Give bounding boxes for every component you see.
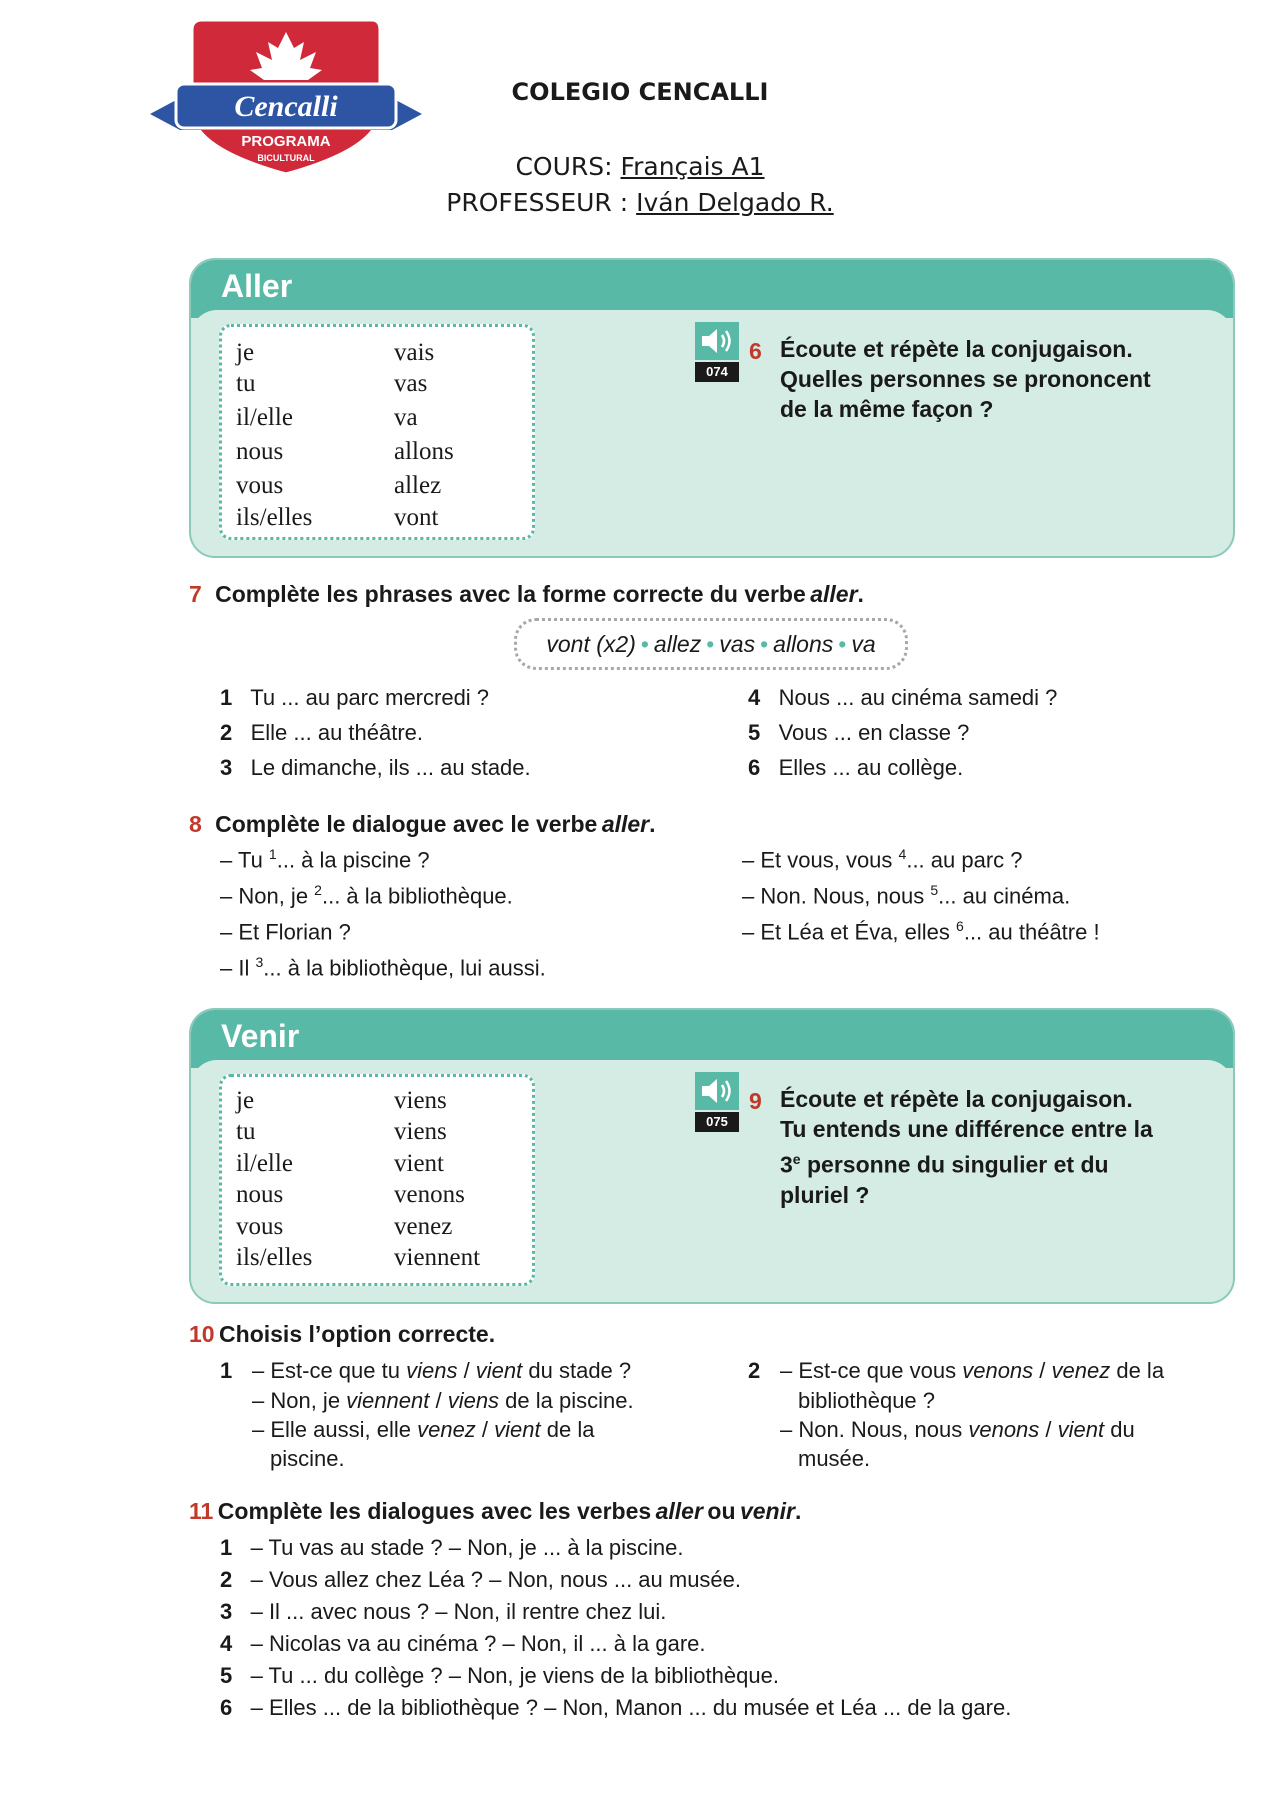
instruction-line: 3e personne du singulier et du bbox=[780, 1151, 1109, 1178]
venir-form: viens bbox=[394, 1087, 447, 1114]
word-bank-item: va bbox=[851, 631, 876, 657]
exercise-verb: aller bbox=[810, 581, 858, 607]
exercise-8-heading: 8 Complète le dialogue avec le verbe aller. bbox=[189, 811, 656, 837]
exercise-verb: aller bbox=[655, 1498, 703, 1524]
exercise-number: 6 bbox=[749, 338, 762, 364]
aller-pronoun: nous bbox=[236, 438, 284, 465]
speaker-icon[interactable] bbox=[695, 322, 739, 360]
exercise-number: 9 bbox=[749, 1088, 762, 1114]
aller-title: Aller bbox=[221, 268, 293, 304]
list-item: 6 Elles ... au collège. bbox=[748, 755, 964, 780]
professor-line bbox=[350, 188, 930, 217]
exercise-verb: venir bbox=[739, 1498, 795, 1524]
dialogue-line: – Et Florian ? bbox=[220, 919, 351, 945]
venir-form: venez bbox=[394, 1213, 453, 1240]
aller-form: vont bbox=[394, 504, 439, 531]
instruction-line: Tu entends une différence entre la bbox=[780, 1116, 1153, 1142]
audio-track-number: 074 bbox=[695, 362, 739, 382]
dialogue-line: – Et Léa et Éva, elles $^6$... au théâtre ! bbox=[742, 918, 1100, 945]
list-item: 5 – Tu ... du collège ? – Non, je viens de la bibliothèque. bbox=[220, 1663, 779, 1688]
choice-line: – Non. Nous, nous venons / vient du bbox=[780, 1417, 1135, 1442]
school-name: COLEGIO CENCALLI bbox=[511, 78, 769, 106]
instruction-line: de la même façon ? bbox=[780, 396, 994, 422]
aller-form: vas bbox=[394, 370, 428, 397]
exercise-number: 11 bbox=[189, 1498, 214, 1524]
dialogue-line: – Tu $^1$... à la piscine ? bbox=[220, 846, 430, 873]
word-bank-item: allez bbox=[653, 631, 702, 657]
exercise-6-instruction bbox=[780, 334, 1151, 424]
aller-conjugation-box bbox=[219, 324, 535, 540]
exercise-number: 8 bbox=[189, 811, 202, 837]
choice-line: – Elle aussi, elle venez / vient de la bbox=[252, 1417, 595, 1442]
choice-line-cont: musée. bbox=[798, 1446, 871, 1471]
professor-value: Iván Delgado R. bbox=[636, 188, 834, 217]
course-label: COURS: bbox=[515, 152, 613, 181]
instruction-line: Écoute et répète la conjugaison. bbox=[780, 336, 1133, 362]
word-bank-item: vont (x2) bbox=[546, 631, 636, 657]
logo-subtitle-2: BICULTURAL bbox=[257, 153, 315, 163]
dialogue-line: – Et vous, vous $^4$... au parc ? bbox=[742, 846, 1023, 873]
instruction-line: pluriel ? bbox=[780, 1181, 870, 1208]
choice-line-cont: bibliothèque ? bbox=[798, 1388, 936, 1413]
venir-pronoun: ils/elles bbox=[236, 1244, 313, 1271]
venir-title: Venir bbox=[221, 1018, 300, 1054]
venir-form: viens bbox=[394, 1118, 447, 1145]
venir-pronoun: nous bbox=[236, 1181, 284, 1208]
exercise-instruction: Complète les phrases avec la forme correcte du verbe bbox=[215, 581, 806, 607]
exercise-instruction: Choisis l’option correcte. bbox=[219, 1321, 496, 1347]
list-item: 1 Tu ... au parc mercredi ? bbox=[220, 685, 490, 710]
list-item: 4 Nous ... au cinéma samedi ? bbox=[748, 685, 1058, 710]
aller-pronoun: ils/elles bbox=[236, 504, 313, 531]
list-item: 3 Le dimanche, ils ... au stade. bbox=[220, 755, 531, 780]
exercise-instruction: Complète les dialogues avec les verbes bbox=[217, 1498, 652, 1524]
aller-pronoun: vous bbox=[236, 472, 284, 499]
aller-panel bbox=[189, 258, 1235, 558]
speaker-icon[interactable] bbox=[695, 1072, 739, 1110]
professor-label: PROFESSEUR : bbox=[446, 188, 629, 217]
aller-form: allez bbox=[394, 472, 442, 499]
aller-form: vais bbox=[394, 339, 435, 366]
dialogue-line: – Il $^3$... à la bibliothèque, lui aussi. bbox=[220, 954, 546, 981]
venir-form: venons bbox=[394, 1181, 465, 1208]
course-value: Français A1 bbox=[620, 152, 765, 181]
list-item-number: 1 bbox=[220, 1358, 233, 1383]
choice-line: – Est-ce que vous venons / venez de la bbox=[780, 1358, 1165, 1383]
venir-pronoun: vous bbox=[236, 1213, 284, 1240]
exercise-number: 7 bbox=[189, 581, 202, 607]
venir-pronoun: il/elle bbox=[236, 1150, 293, 1177]
aller-pronoun: je bbox=[236, 339, 255, 366]
choice-line-cont: piscine. bbox=[270, 1446, 345, 1471]
dialogue-line: – Non. Nous, nous $^5$... au cinéma. bbox=[742, 882, 1071, 909]
exercise-7-heading: 7 Complète les phrases avec la forme correcte du verbe aller. bbox=[189, 581, 864, 607]
list-item: 5 Vous ... en classe ? bbox=[748, 720, 970, 745]
venir-pronoun: tu bbox=[236, 1118, 256, 1145]
dialogue-line: – Non, je $^2$... à la bibliothèque. bbox=[220, 882, 513, 909]
logo-name: Cencalli bbox=[234, 90, 338, 123]
venir-panel bbox=[189, 1008, 1235, 1304]
exercise-11-heading: 11 Complète les dialogues avec les verbes aller ou venir. bbox=[189, 1498, 802, 1524]
course-line bbox=[350, 152, 930, 181]
venir-form: viennent bbox=[394, 1244, 481, 1271]
choice-line: – Est-ce que tu viens / vient du stade ? bbox=[252, 1358, 632, 1383]
instruction-line: Quelles personnes se prononcent bbox=[780, 366, 1151, 392]
list-item: 2 – Vous allez chez Léa ? – Non, nous ... au musée. bbox=[220, 1567, 742, 1592]
list-item: 2 Elle ... au théâtre. bbox=[220, 720, 424, 745]
list-item: 1 – Tu vas au stade ? – Non, je ... à la piscine. bbox=[220, 1535, 684, 1560]
exercise-number: 10 bbox=[189, 1321, 215, 1347]
list-item-number: 2 bbox=[748, 1358, 761, 1383]
instruction-line: Écoute et répète la conjugaison. bbox=[780, 1086, 1133, 1112]
audio-track-number: 075 bbox=[695, 1112, 739, 1132]
venir-form: vient bbox=[394, 1150, 444, 1177]
choice-line: – Non, je viennent / viens de la piscine. bbox=[252, 1388, 634, 1413]
word-bank: vont (x2) • allez • vas • allons • va bbox=[514, 618, 908, 670]
logo-subtitle: PROGRAMA bbox=[241, 133, 331, 150]
aller-pronoun: il/elle bbox=[236, 404, 293, 431]
exercise-9-instruction bbox=[780, 1084, 1153, 1210]
aller-form: va bbox=[394, 404, 418, 431]
word-bank-item: allons bbox=[773, 631, 834, 657]
exercise-instruction: Complète le dialogue avec le verbe bbox=[215, 811, 598, 837]
venir-conjugation-box bbox=[219, 1074, 535, 1286]
aller-form: allons bbox=[394, 438, 454, 465]
exercise-verb: aller bbox=[601, 811, 650, 837]
aller-pronoun: tu bbox=[236, 370, 256, 397]
venir-pronoun: je bbox=[236, 1087, 255, 1114]
exercise-10-heading bbox=[189, 1321, 495, 1348]
list-item: 3 – Il ... avec nous ? – Non, il rentre chez lui. bbox=[220, 1599, 667, 1624]
list-item: 6 – Elles ... de la bibliothèque ? – Non, Manon ... du musée et Léa ... de la gare. bbox=[220, 1695, 1012, 1720]
list-item: 4 – Nicolas va au cinéma ? – Non, il ... à la gare. bbox=[220, 1631, 706, 1656]
word-bank-item: vas bbox=[719, 631, 756, 657]
